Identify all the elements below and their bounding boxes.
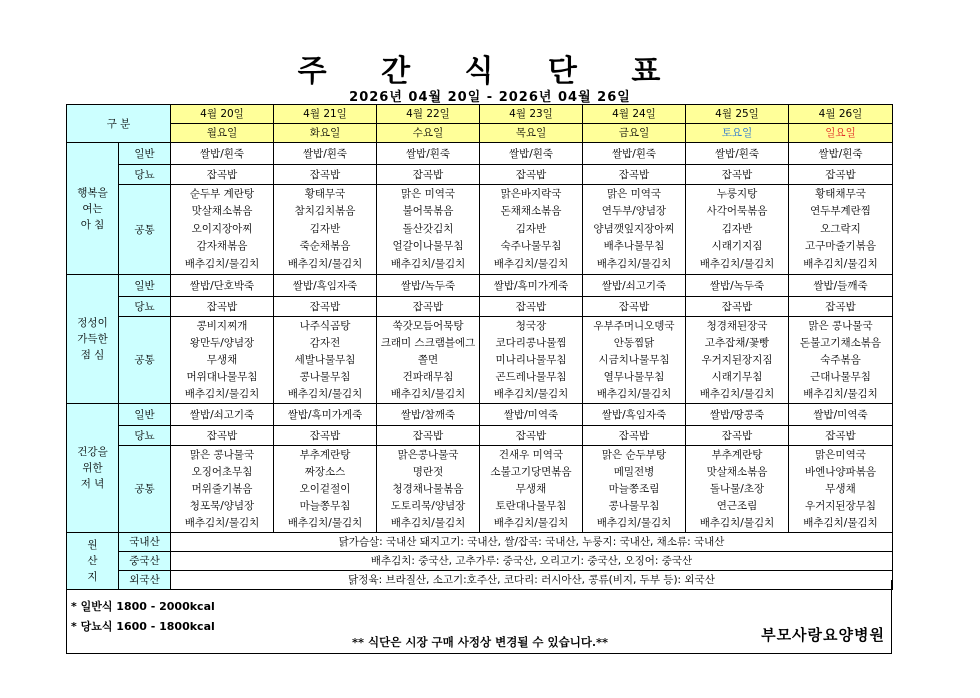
- weekly-menu-table: [66, 104, 893, 590]
- dish-item: 건새우 미역국: [498, 448, 564, 461]
- breakfast-general-2: 쌀밥/흰죽: [377, 143, 480, 165]
- dinner-common-3: [480, 446, 583, 533]
- day-date-0: 4월 20일: [171, 105, 274, 124]
- dish-item: 오징어초무침: [191, 465, 253, 478]
- day-weekday-3: 목요일: [480, 124, 583, 143]
- day-date-5: 4월 25일: [686, 105, 789, 124]
- dish-item: 배추김치/물김치: [493, 257, 569, 270]
- page-title: 주 간 식 단 표: [297, 54, 683, 89]
- lunch-common-2: [377, 317, 480, 404]
- dinner-diabetic-3: 잡곡밥: [480, 426, 583, 446]
- dish-item: 배추김치/물김치: [493, 387, 569, 400]
- dinner-common-5: [686, 446, 789, 533]
- dish-item: 황태채무국: [815, 187, 866, 200]
- breakfast-diabetic-1: 잡곡밥: [274, 165, 377, 185]
- dish-item: 배추김치/물김치: [184, 516, 260, 529]
- dish-item: 청경채나물볶음: [392, 482, 464, 495]
- lunch-label-general: 일반: [119, 275, 171, 297]
- breakfast-common-0: [171, 185, 274, 275]
- lunch-general-5: 쌀밥/녹두죽: [686, 275, 789, 297]
- dish-item: 왕만두/양념장: [189, 336, 255, 349]
- dish-item: 배추김치/물김치: [184, 387, 260, 400]
- origin-text-2: 닭정육: 브라질산, 소고기:호주산, 코다리: 러시아산, 콩류(비지, 두부 등): 외국산: [171, 571, 893, 590]
- breakfast-common-5: [686, 185, 789, 275]
- dinner-common-2: [377, 446, 480, 533]
- dish-item: 오이지장아찌: [191, 222, 253, 235]
- lunch-common-3: [480, 317, 583, 404]
- dish-item: 죽순채볶음: [299, 240, 351, 253]
- dish-item: 짜장소스: [304, 465, 346, 478]
- dish-item: 오그락지: [820, 222, 861, 235]
- dinner-diabetic-6: 잡곡밥: [789, 426, 893, 446]
- dinner-diabetic-5: 잡곡밥: [686, 426, 789, 446]
- dish-item: 맑은바지락국: [500, 187, 562, 200]
- dish-item: 건파래무침: [402, 370, 454, 383]
- dish-item: 맑은 미역국: [400, 187, 456, 200]
- dish-item: 돌산갓김치: [402, 222, 454, 235]
- dish-item: 배추김치/물김치: [287, 257, 363, 270]
- day-weekday-2: 수요일: [377, 124, 480, 143]
- dish-item: 김자반: [721, 222, 753, 235]
- lunch-common-4: [583, 317, 686, 404]
- dinner-label-general: 일반: [119, 404, 171, 426]
- dish-item: 열무나물무침: [603, 370, 665, 383]
- lunch-diabetic-3: 잡곡밥: [480, 297, 583, 317]
- lunch-common-0: [171, 317, 274, 404]
- footer-box: [66, 580, 892, 654]
- breakfast-label-diabetic: 당뇨: [119, 165, 171, 185]
- day-weekday-0: 월요일: [171, 124, 274, 143]
- dish-item: 안동찜닭: [613, 336, 655, 349]
- dish-item: 우거지된장무침: [804, 499, 876, 512]
- dinner-label-common: 공통: [119, 446, 171, 533]
- dish-item: 배추김치/물김치: [699, 387, 775, 400]
- lunch-diabetic-6: 잡곡밥: [789, 297, 893, 317]
- origin-section-label: 원 산 지: [67, 533, 119, 590]
- dinner-diabetic-4: 잡곡밥: [583, 426, 686, 446]
- breakfast-general-6: 쌀밥/흰죽: [789, 143, 893, 165]
- dish-item: 맑은 콩나물국: [808, 319, 873, 332]
- lunch-general-6: 쌀밥/들깨죽: [789, 275, 893, 297]
- lunch-general-3: 쌀밥/흑미가게죽: [480, 275, 583, 297]
- dish-item: 맑은 미역국: [606, 187, 662, 200]
- dish-item: 오이겉절이: [299, 482, 351, 495]
- lunch-common-6: [789, 317, 893, 404]
- dish-item: 숙주나물무침: [500, 240, 562, 253]
- breakfast-general-0: 쌀밥/흰죽: [171, 143, 274, 165]
- dinner-common-0: [171, 446, 274, 533]
- breakfast-section-label: 행복을 여는 아 침: [67, 143, 119, 275]
- dish-item: 시금치나물무침: [598, 353, 670, 366]
- dish-item: 무생채: [515, 482, 547, 495]
- dish-item: 토란대나물무침: [495, 499, 567, 512]
- lunch-label-common: 공통: [119, 317, 171, 404]
- dish-item: 맑은콩나물국: [397, 448, 459, 461]
- origin-text-0: 닭가슴살: 국내산 돼지고기: 국내산, 쌀/잡곡: 국내산, 누룽지: 국내산, 채소류: 국내산: [171, 533, 893, 552]
- breakfast-label-general: 일반: [119, 143, 171, 165]
- dish-item: 곤드레나물무침: [495, 370, 567, 383]
- dish-item: 배추김치/물김치: [699, 516, 775, 529]
- dinner-diabetic-1: 잡곡밥: [274, 426, 377, 446]
- lunch-diabetic-1: 잡곡밥: [274, 297, 377, 317]
- dinner-diabetic-0: 잡곡밥: [171, 426, 274, 446]
- breakfast-diabetic-5: 잡곡밥: [686, 165, 789, 185]
- day-weekday-4: 금요일: [583, 124, 686, 143]
- dish-item: 부추계란탕: [299, 448, 351, 461]
- day-weekday-6: 일요일: [789, 124, 893, 143]
- day-date-4: 4월 24일: [583, 105, 686, 124]
- breakfast-general-1: 쌀밥/흰죽: [274, 143, 377, 165]
- dish-item: 배추김치/물김치: [596, 516, 672, 529]
- dish-item: 배추김치/물김치: [596, 257, 672, 270]
- dish-item: 미나리나물무침: [495, 353, 567, 366]
- dish-item: 돌나물/초장: [709, 482, 765, 495]
- dish-item: 연두부계란찜: [810, 205, 871, 218]
- lunch-diabetic-2: 잡곡밥: [377, 297, 480, 317]
- dish-item: 쑥갓모듬어묵탕: [392, 319, 464, 332]
- dish-item: 청포묵/양념장: [189, 499, 255, 512]
- dish-item: 콩비지찌개: [196, 319, 248, 332]
- lunch-general-4: 쌀밥/쇠고기죽: [583, 275, 686, 297]
- dish-item: 무생채: [206, 353, 238, 366]
- note-diabetic-kcal: * 당뇨식 1600 - 1800kcal: [71, 620, 215, 633]
- dish-item: 도토리묵/양념장: [390, 499, 466, 512]
- dish-item: 메밀전병: [613, 465, 655, 478]
- dish-item: 무생채: [825, 482, 856, 495]
- lunch-common-5: [686, 317, 789, 404]
- breakfast-diabetic-4: 잡곡밥: [583, 165, 686, 185]
- breakfast-common-2: [377, 185, 480, 275]
- dish-item: 사각어묵볶음: [706, 205, 768, 218]
- dish-item: 시래기지짐: [711, 240, 763, 253]
- note-general-kcal: * 일반식 1800 - 2000kcal: [71, 600, 215, 613]
- dish-item: 맛살채소볶음: [706, 465, 768, 478]
- breakfast-common-4: [583, 185, 686, 275]
- dish-item: 감자채볶음: [196, 240, 248, 253]
- dinner-common-4: [583, 446, 686, 533]
- dish-item: 황태무국: [304, 187, 346, 200]
- dish-item: 배추김치/물김치: [390, 387, 466, 400]
- lunch-diabetic-4: 잡곡밥: [583, 297, 686, 317]
- dish-item: 배추김치/물김치: [184, 257, 260, 270]
- origin-label-2: 외국산: [119, 571, 171, 590]
- dish-item: 소불고기당면볶음: [490, 465, 572, 478]
- dish-item: 고추잡채/꽃빵: [704, 336, 770, 349]
- day-date-1: 4월 21일: [274, 105, 377, 124]
- lunch-label-diabetic: 당뇨: [119, 297, 171, 317]
- dinner-general-2: 쌀밥/참깨죽: [377, 404, 480, 426]
- dinner-general-4: 쌀밥/흑임자죽: [583, 404, 686, 426]
- breakfast-general-4: 쌀밥/흰죽: [583, 143, 686, 165]
- dish-item: 배추김치/물김치: [803, 257, 878, 270]
- lunch-diabetic-0: 잡곡밥: [171, 297, 274, 317]
- breakfast-common-3: [480, 185, 583, 275]
- breakfast-diabetic-2: 잡곡밥: [377, 165, 480, 185]
- dish-item: 배추나물무침: [603, 240, 665, 253]
- day-date-2: 4월 22일: [377, 105, 480, 124]
- dish-item: 배추김치/물김치: [287, 387, 363, 400]
- dish-item: 시래기무침: [711, 370, 763, 383]
- lunch-diabetic-5: 잡곡밥: [686, 297, 789, 317]
- breakfast-common-6: [789, 185, 893, 275]
- dish-item: 나주식곰탕: [299, 319, 351, 332]
- day-date-6: 4월 26일: [789, 105, 893, 124]
- dish-item: 고구마줄기볶음: [804, 240, 876, 253]
- dinner-general-3: 쌀밥/미역죽: [480, 404, 583, 426]
- dish-item: 순두부 계란탕: [189, 187, 255, 200]
- lunch-general-2: 쌀밥/녹두죽: [377, 275, 480, 297]
- dish-item: 우거지된장지짐: [701, 353, 773, 366]
- dinner-general-5: 쌀밥/땅콩죽: [686, 404, 789, 426]
- breakfast-general-3: 쌀밥/흰죽: [480, 143, 583, 165]
- dish-item: 청경채된장국: [706, 319, 768, 332]
- dish-item: 명란젓: [412, 465, 444, 478]
- dish-item: 배추김치/물김치: [803, 516, 878, 529]
- lunch-general-0: 쌀밥/단호박죽: [171, 275, 274, 297]
- dinner-general-1: 쌀밥/흑미가게죽: [274, 404, 377, 426]
- dish-item: 불어묵볶음: [402, 205, 454, 218]
- dish-item: 돈채채소볶음: [500, 205, 562, 218]
- breakfast-diabetic-6: 잡곡밥: [789, 165, 893, 185]
- dish-item: 김자반: [515, 222, 547, 235]
- dish-item: 맑은 순두부탕: [601, 448, 667, 461]
- day-date-3: 4월 23일: [480, 105, 583, 124]
- day-weekday-1: 화요일: [274, 124, 377, 143]
- dish-item: 바엔나양파볶음: [804, 465, 876, 478]
- dish-item: 배추김치/물김치: [287, 516, 363, 529]
- date-range: 2026년 04월 20일 - 2026년 04월 26일: [349, 90, 631, 105]
- dish-item: 청국장: [515, 319, 547, 332]
- lunch-general-1: 쌀밥/흑임자죽: [274, 275, 377, 297]
- lunch-section-label: 정성이 가득한 점 심: [67, 275, 119, 404]
- hospital-name: 부모사랑요양병원: [761, 626, 885, 644]
- breakfast-general-5: 쌀밥/흰죽: [686, 143, 789, 165]
- lunch-common-1: [274, 317, 377, 404]
- dish-item: 머위줄기볶음: [191, 482, 253, 495]
- dish-item: 감자전: [309, 336, 341, 349]
- dinner-common-1: [274, 446, 377, 533]
- dish-item: 연근조림: [716, 499, 758, 512]
- header-gubun: 구 분: [67, 105, 171, 143]
- dinner-common-6: [789, 446, 893, 533]
- dish-item: 돈불고기채소볶음: [799, 336, 882, 349]
- dish-item: 배추김치/물김치: [390, 257, 466, 270]
- menu-change-notice: ** 식단은 시장 구매 사정상 변경될 수 있습니다.**: [351, 635, 609, 649]
- dish-item: 양념깻잎지장아찌: [593, 222, 675, 235]
- breakfast-diabetic-3: 잡곡밥: [480, 165, 583, 185]
- dinner-general-0: 쌀밥/쇠고기죽: [171, 404, 274, 426]
- dish-item: 부추계란탕: [711, 448, 763, 461]
- dinner-section-label: 건강을 위한 저 녁: [67, 404, 119, 533]
- dish-item: 배추김치/물김치: [699, 257, 775, 270]
- dish-item: 우부주머니오뎅국: [593, 319, 675, 332]
- dish-item: 콩나물무침: [299, 370, 351, 383]
- dish-item: 코다리콩나물찜: [495, 336, 567, 349]
- dish-item: 마늘쫑조림: [608, 482, 660, 495]
- dish-item: 근대나물무침: [810, 370, 871, 383]
- dinner-label-diabetic: 당뇨: [119, 426, 171, 446]
- dish-item: 마늘쫑무침: [299, 499, 351, 512]
- dish-item: 누룽지탕: [716, 187, 758, 200]
- dish-item: 크래미 스크램블에그: [380, 336, 476, 349]
- dish-item: 맑은미역국: [815, 448, 866, 461]
- breakfast-diabetic-0: 잡곡밥: [171, 165, 274, 185]
- dish-item: 얼갈이나물무침: [392, 240, 464, 253]
- dish-item: 콩나물무침: [608, 499, 660, 512]
- dish-item: 맑은 콩나물국: [189, 448, 255, 461]
- dish-item: 맛살채소볶음: [191, 205, 253, 218]
- dish-item: 쫄면: [417, 353, 439, 366]
- breakfast-common-1: [274, 185, 377, 275]
- dish-item: 김자반: [309, 222, 341, 235]
- dish-item: 숙주볶음: [820, 353, 861, 366]
- dish-item: 배추김치/물김치: [493, 516, 569, 529]
- origin-label-0: 국내산: [119, 533, 171, 552]
- dish-item: 머위대나물무침: [186, 370, 258, 383]
- dish-item: 배추김치/물김치: [596, 387, 672, 400]
- dinner-general-6: 쌀밥/미역죽: [789, 404, 893, 426]
- origin-label-1: 중국산: [119, 552, 171, 571]
- dinner-diabetic-2: 잡곡밥: [377, 426, 480, 446]
- breakfast-label-common: 공통: [119, 185, 171, 275]
- dish-item: 세발나물무침: [294, 353, 356, 366]
- day-weekday-5: 토요일: [686, 124, 789, 143]
- origin-text-1: 배추김치: 중국산, 고추가루: 중국산, 오리고기: 중국산, 오징어: 중국산: [171, 552, 893, 571]
- dish-item: 배추김치/물김치: [803, 387, 878, 400]
- dish-item: 참치김치볶음: [294, 205, 356, 218]
- dish-item: 배추김치/물김치: [390, 516, 466, 529]
- dish-item: 연두부/양념장: [601, 205, 667, 218]
